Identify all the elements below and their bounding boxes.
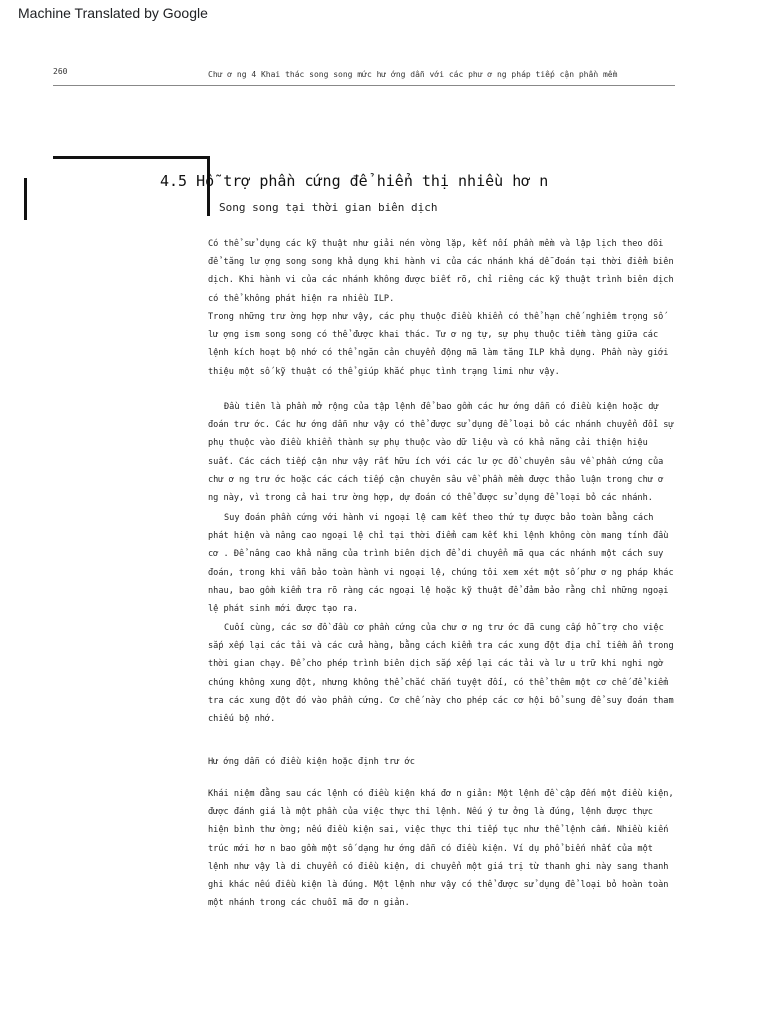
paragraph-4: Suy đoán phần cứng với hành vi ngoại lệ cam kết theo thứ tự được bảo toàn bằng cách phát hiện và nâng cao ngoại lệ chỉ tại thời điểm cam kết khi lệnh không còn mang tính đầu cơ . Để nâng cao khả năng của trình biên dịch để di chuyển mã qua các nhánh một cách suy đoán, trong khi vẫn bảo toàn hành vi ngoại lệ, chúng tôi xem xét một số phư ơ ng pháp khác nhau, bao gồm kiểm tra rõ ràng các ngoại lệ hoặc kỹ thuật để đảm bảo rằng chỉ những ngoại lệ phát sinh mới được tạo ra.	[208, 513, 674, 615]
margin-marker-bar	[24, 178, 27, 220]
page-number: 260	[53, 67, 68, 76]
paragraph-5: Cuối cùng, các sơ đồ đầu cơ phần cứng của chư ơ ng trư ớc đã cung cấp hỗ trợ cho việc sắp xếp lại các tải và các cửa hàng, bằng cách kiểm tra các xung đột địa chỉ tiềm ẩn trong thời gian chạy. Để cho phép trình biên dịch sắp xếp lại các tải và lư u trữ khi nghi ngờ chúng không xung đột, nhưng không thể chắc chắn tuyệt đối, có thể thêm một cơ chế để kiểm tra các xung đột đó vào phần cứng. Cơ chế này cho phép các cơ hội bổ sung để suy đoán tham chiếu bộ nhớ.	[208, 623, 674, 725]
subsection-heading: Hư ớng dẫn có điều kiện hoặc định trư ớc	[208, 757, 415, 767]
paragraph-1: Có thể sử dụng các kỹ thuật như giải nén vòng lặp, kết nối phần mềm và lập lịch theo dõi để tăng lư ợng song song khả dụng khi hành vi của các nhánh khá dễ đoán tại thời điểm biên dịch. Khi hành vi của các nhánh không được biết rõ, chỉ riêng các kỹ thuật trình biên dịch có thể không phát hiện ra nhiều ILP.	[208, 239, 674, 304]
paragraph-3: Đầu tiên là phần mở rộng của tập lệnh để bao gồm các hư ớng dẫn có điều kiện hoặc dự đoán trư ớc. Các hư ớng dẫn như vậy có thể được sử dụng để loại bỏ các nhánh chuyển đổi sự phụ thuộc vào điều khiển thành sự phụ thuộc vào dữ liệu và có khả năng cải thiện hiệu suất. Các cách tiếp cận như vậy rất hữu ích với các lư ợc đồ chuyên sâu về phần cứng của chư ơ ng trư ớc hoặc các cách tiếp cận chuyên sâu về phần mềm được thảo luận trong chư ơ ng này, vì trong cả hai trư ờng hợp, dự đoán có thể được sử dụng để loại bỏ các nhánh.	[208, 402, 674, 504]
machine-translation-banner: Machine Translated by Google	[18, 5, 208, 21]
paragraph-2: Trong những trư ờng hợp như vậy, các phụ thuộc điều khiển có thể hạn chế nghiêm trọng số lư ợng ism song song có thể được khai thác. Tư ơ ng tự, sự phụ thuộc tiềm tàng giữa các lệnh kích hoạt bộ nhớ có thể ngăn cản chuyển động mã làm tăng ILP khả dụng. Phần này giới thiệu một số kỹ thuật có thể giúp khắc phục tình trạng limi như vậy.	[208, 312, 669, 377]
section-title: 4.5 Hỗ trợ phần cứng để hiển thị nhiều hơ n	[160, 172, 549, 190]
section-rule-horizontal	[53, 156, 209, 159]
running-header: Chư ơ ng 4 Khai thác song song mức hư ớng dẫn với các phư ơ ng pháp tiếp cận phần mềm	[208, 70, 618, 79]
header-rule	[53, 85, 675, 86]
paragraph-6: Khái niệm đằng sau các lệnh có điều kiện khá đơ n giản: Một lệnh đề cập đến một điều kiện, được đánh giá là một phần của việc thực thi lệnh. Nếu ý tư ởng là đúng, lệnh được thực hiện bình thư ờng; nếu điều kiện sai, việc thực thi tiếp tục như thể lệnh cấm. Nhiều kiến trúc mới hơ n bao gồm một số dạng hư ớng dẫn có điều kiện. Ví dụ phổ biến nhất của một lệnh như vậy là di chuyển có điều kiện, di chuyển một giá trị từ thanh ghi này sang thanh ghi khác nếu điều kiện là đúng. Một lệnh như vậy có thể được sử dụng để loại bỏ hoàn toàn một nhánh trong các chuỗi mã đơ n giản.	[208, 789, 674, 909]
section-subtitle: Song song tại thời gian biên dịch	[219, 201, 438, 214]
